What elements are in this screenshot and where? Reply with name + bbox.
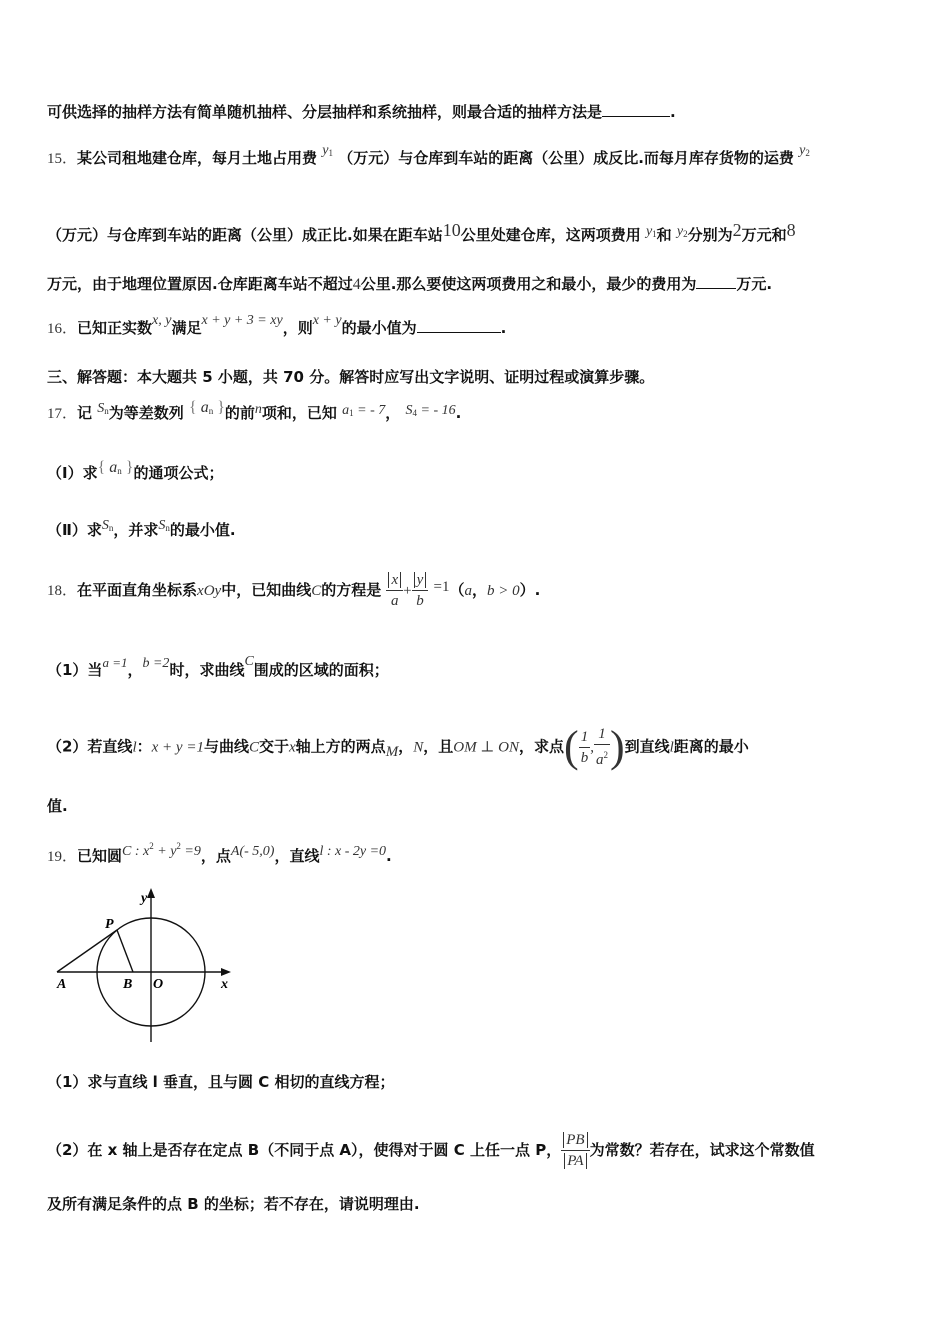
fraction-x-over-a: $\frac{x}{a}$ — [386, 570, 403, 611]
q17-line: 17．记 $S_n$为等差数列 { $a_n$ }的前n项和，已知 $a_1$ = - 7， $S_4$ = - 16. — [47, 399, 462, 422]
label-y: y — [141, 891, 148, 906]
q17-part1: （Ⅰ）求{ $a_n$ }的通项公式； — [47, 459, 224, 482]
label-p: P — [105, 917, 114, 932]
segment-pb — [117, 930, 133, 972]
label-x: x — [221, 977, 228, 992]
q19-part2-end: 及所有满足条件的点 B 的坐标；若不存在，请说明理由. — [47, 1195, 420, 1213]
label-a: A — [57, 977, 67, 992]
q17-part2: （Ⅱ）求$S_n$，并求$S_n$的最小值. — [47, 518, 236, 539]
q19-line: 19．已知圆C : $x^2 + y^2 =9$，点A(- 5,0)，直线l : x - 2y =0. — [47, 841, 392, 865]
q18-part2-end: 值. — [47, 797, 68, 815]
label-b: B — [123, 977, 133, 992]
x-axis-arrow — [221, 968, 231, 976]
label-o: O — [153, 977, 164, 992]
q18-part2: （2）若直线l：x + y =1与曲线C交于x轴上方的两点M，N，且OM ⊥ ON，求点( $\frac{1}{b}$ , $\frac{1}{a^2}$ )到直线l距离的最小 — [47, 722, 749, 771]
q18-line: 18．在平面直角坐标系xOy中，已知曲线C的方程是 $\frac{x}{a}$ + $\frac{y}{b}$ =1（a，b > 0）. — [47, 572, 541, 609]
answer-blank — [417, 318, 501, 333]
y-axis-arrow — [147, 888, 155, 898]
segment-ap — [57, 930, 117, 972]
fraction-pb-over-pa: $\frac{PB}{PA}$ — [561, 1130, 589, 1171]
q15-line3: 万元，由于地理位置原因.仓库距离车站不超过4公里.那么要使这两项费用之和最小，最少的费用为 万元. — [47, 275, 773, 293]
q18-part1: （1）当a =1，b =2时，求曲线C围成的区域的面积； — [47, 654, 389, 679]
q19-part2: （2）在 x 轴上是否存在定点 B（不同于点 A），使得对于圆 C 上任一点 P， $\frac{PB}{PA}$ 为常数？若存在，试求这个常数值 — [47, 1132, 815, 1169]
fraction-y-over-b: $\frac{y}{b}$ — [412, 570, 429, 611]
q15-line2: （万元）与仓库到车站的距离（公里）成正比.如果在距车站10公里处建仓库，这两项费用 $y_1$和 $y_2$分别为2万元和8 — [47, 220, 796, 244]
var-y1: $y_1$ — [322, 143, 333, 158]
circle-figure — [45, 882, 245, 1052]
q15-line1: 15．某公司租地建仓库，每月土地占用费 $y_1$ （万元）与仓库到车站的距离（公里）成反比.而每月库存货物的运费 $y_2$ — [47, 143, 810, 167]
answer-blank — [696, 274, 736, 289]
q16-line: 16．已知正实数x, y满足x + y + 3 = xy，则x + y的最小值为 . — [47, 313, 507, 337]
answer-blank — [602, 102, 670, 117]
var-y2: $y_2$ — [799, 143, 810, 158]
q19-part1: （1）求与直线 l 垂直，且与圆 C 相切的直线方程； — [47, 1073, 395, 1091]
section-3-heading: 三、解答题：本大题共 5 小题，共 70 分。解答时应写出文字说明、证明过程或演算步骤。 — [47, 368, 655, 386]
sampling-line: 可供选择的抽样方法有简单随机抽样、分层抽样和系统抽样，则最合适的抽样方法是 . — [47, 103, 676, 121]
